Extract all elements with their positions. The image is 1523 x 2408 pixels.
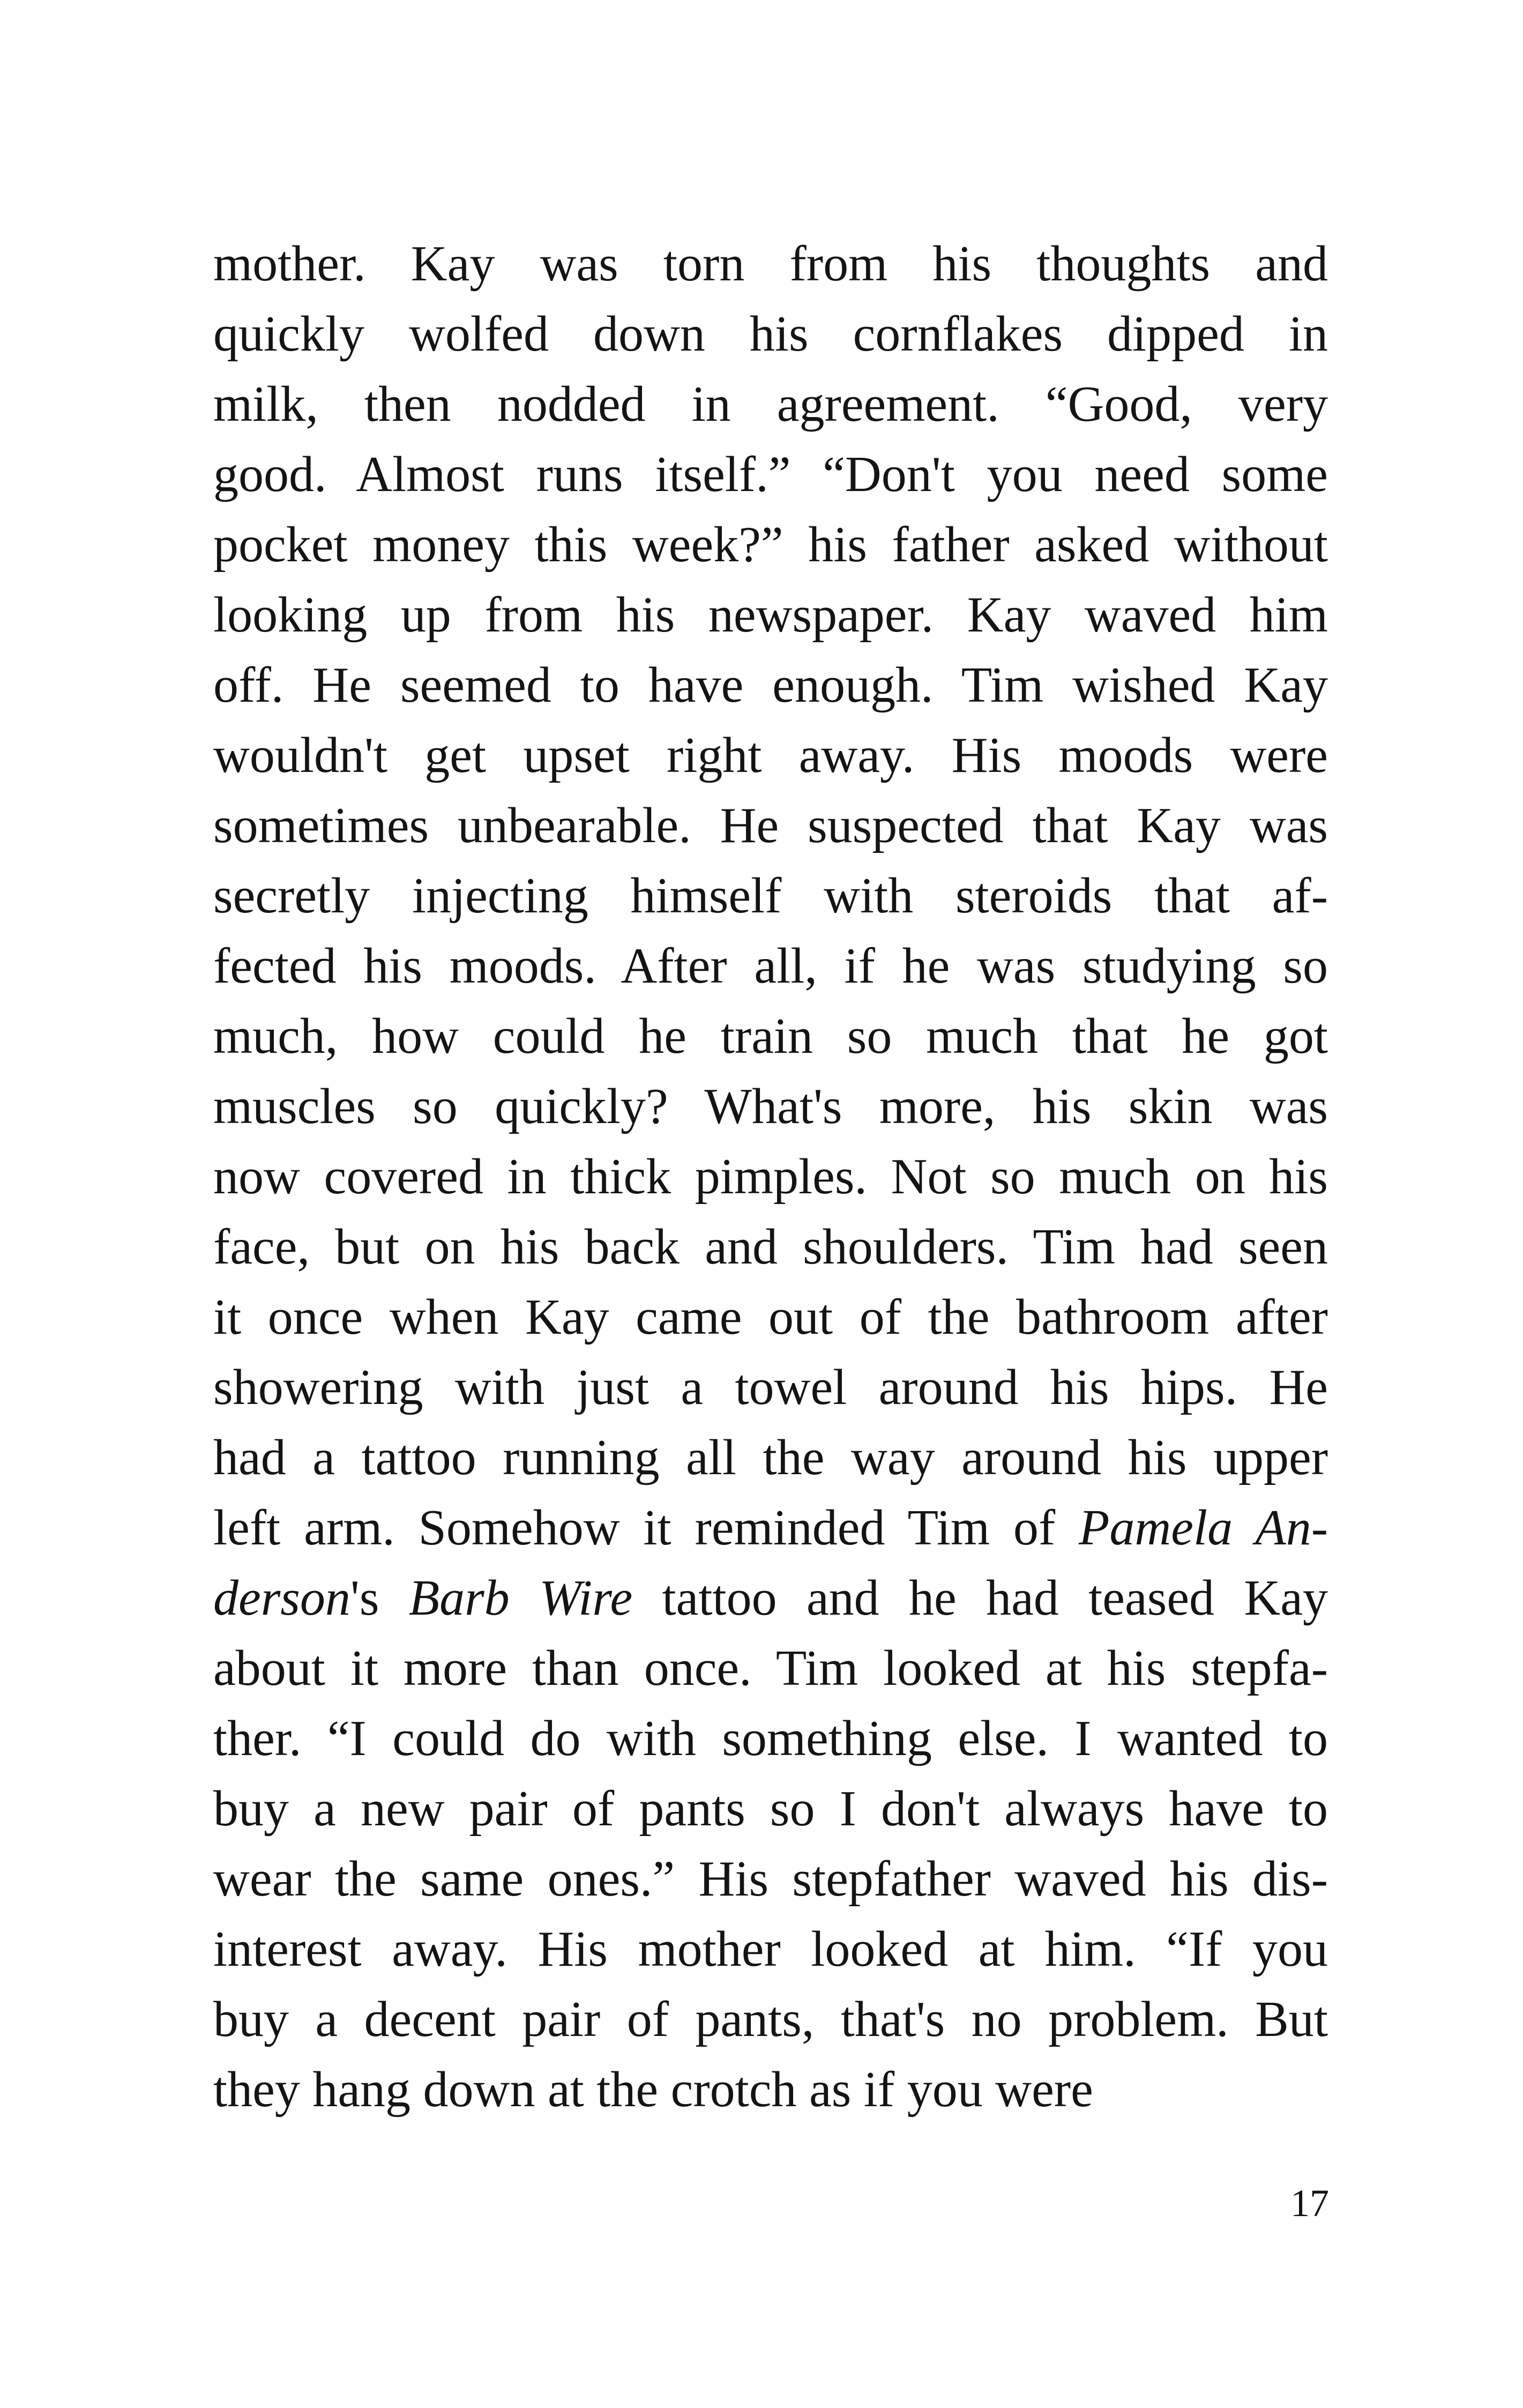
- text-run: face, but on his back and shoulders. Tim had seen: [213, 1219, 1328, 1275]
- text-run: buy a new pair of pants so I don't always have to: [213, 1781, 1328, 1837]
- text-line: [213, 791, 1328, 861]
- text-line: [213, 720, 1328, 791]
- text-run: now covered in thick pimples. Not so much on his: [213, 1149, 1328, 1205]
- text-line: [213, 1072, 1328, 1142]
- text-run: had a tattoo running all the way around his upper: [213, 1430, 1328, 1485]
- text-run: muscles so quickly? What's more, his skin was: [213, 1079, 1328, 1134]
- text-line: [213, 650, 1328, 720]
- text-line: [213, 1985, 1328, 2055]
- text-line: [213, 229, 1328, 299]
- text-run: quickly wolfed down his cornflakes dipped in: [213, 306, 1328, 362]
- text-line: [213, 440, 1328, 510]
- text-run: sometimes unbearable. He suspected that Kay was: [213, 798, 1328, 853]
- text-run: about it more than once. Tim looked at his stepfa-: [213, 1640, 1328, 1696]
- italic-text: Barb Wire: [408, 1570, 633, 1626]
- page-number: 17: [1290, 2182, 1329, 2225]
- text-line: [213, 2055, 1328, 2125]
- text-run: interest away. His mother looked at him. “If you: [213, 1921, 1328, 1977]
- italic-text: derson: [213, 1570, 350, 1626]
- text-line: [213, 1914, 1328, 1985]
- text-run: wouldn't get upset right away. His moods were: [213, 727, 1328, 783]
- text-line: [213, 369, 1328, 440]
- text-line: [213, 510, 1328, 580]
- text-line: [213, 1493, 1328, 1563]
- text-run: milk, then nodded in agreement. “Good, very: [213, 376, 1328, 432]
- text-line: [213, 1282, 1328, 1352]
- text-run: buy a decent pair of pants, that's no problem. But: [213, 1991, 1328, 2047]
- text-line: [213, 931, 1328, 1001]
- text-line: [213, 1001, 1328, 1072]
- italic-text: Pamela An-: [1078, 1500, 1328, 1556]
- text-run: 's: [350, 1570, 409, 1626]
- text-run: off. He seemed to have enough. Tim wished Kay: [213, 657, 1328, 713]
- text-line: [213, 1563, 1328, 1633]
- text-line: [213, 1352, 1328, 1423]
- text-run: showering with just a towel around his hips. He: [213, 1359, 1328, 1415]
- text-run: secretly injecting himself with steroids that af-: [213, 868, 1328, 924]
- text-run: they hang down at the crotch as if you were: [213, 2062, 1093, 2117]
- text-line: [213, 1844, 1328, 1914]
- text-run: it once when Kay came out of the bathroom after: [213, 1289, 1328, 1345]
- text-line: [213, 861, 1328, 931]
- text-line: [213, 580, 1328, 650]
- text-line: [213, 1142, 1328, 1212]
- text-run: good. Almost runs itself.” “Don't you need some: [213, 447, 1328, 502]
- text-line: [213, 299, 1328, 369]
- text-run: fected his moods. After all, if he was studying so: [213, 938, 1328, 994]
- text-run: wear the same ones.” His stepfather waved his dis-: [213, 1851, 1328, 1907]
- text-line: [213, 1633, 1328, 1704]
- text-run: left arm. Somehow it reminded Tim of: [213, 1500, 1079, 1556]
- body-text: [213, 229, 1328, 2125]
- text-run: much, how could he train so much that he got: [213, 1008, 1328, 1064]
- text-run: looking up from his newspaper. Kay waved him: [213, 587, 1328, 643]
- text-line: [213, 1423, 1328, 1493]
- text-line: [213, 1704, 1328, 1774]
- text-run: pocket money this week?” his father asked without: [213, 517, 1328, 573]
- text-run: mother. Kay was torn from his thoughts and: [213, 236, 1328, 292]
- text-run: tattoo and he had teased Kay: [632, 1570, 1328, 1626]
- text-run: ther. “I could do with something else. I wanted to: [213, 1711, 1328, 1766]
- text-line: [213, 1774, 1328, 1844]
- text-line: [213, 1212, 1328, 1282]
